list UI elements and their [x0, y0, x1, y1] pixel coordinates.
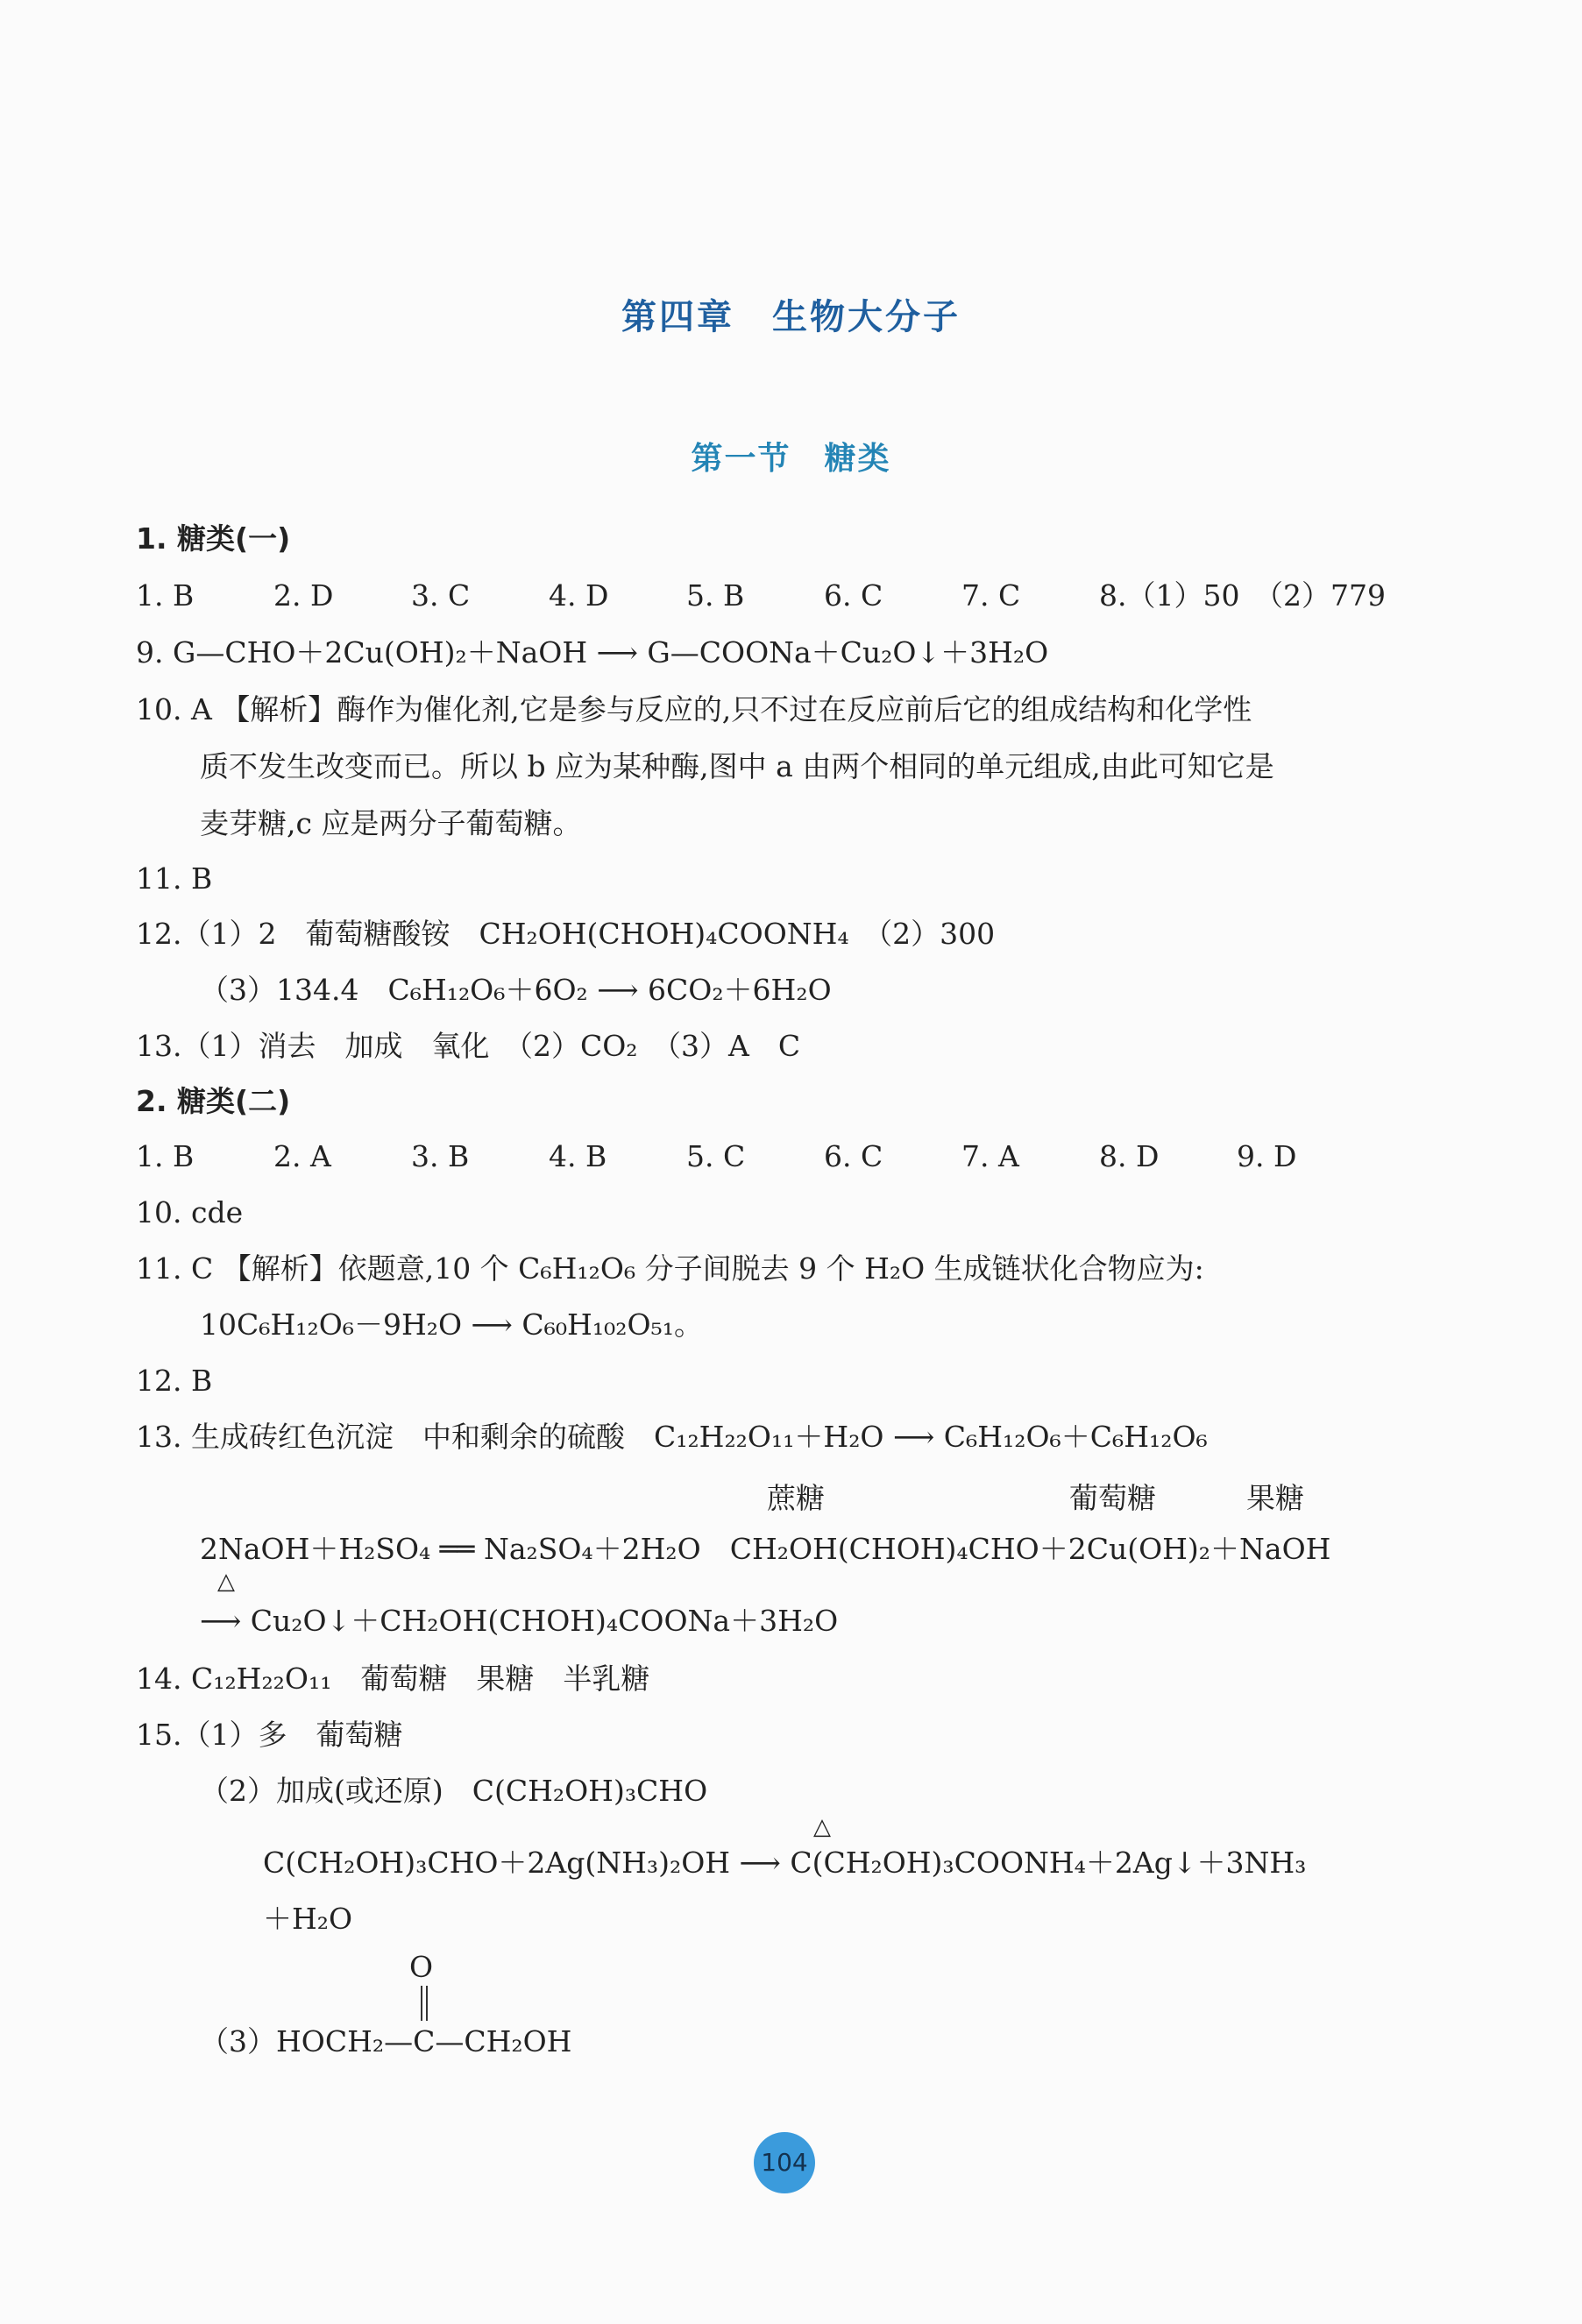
page-number: 104	[754, 2132, 815, 2193]
label-sucrose: 蔗糖	[767, 1481, 825, 1515]
part1-heading: 1. 糖类(一)	[136, 521, 291, 556]
mc-answer: 4. B	[549, 1139, 607, 1173]
mc-answer: 1. B	[136, 1139, 195, 1173]
mc-answer: 2. D	[273, 578, 334, 613]
answer-15-line4: ＋H₂O	[263, 1902, 353, 1936]
answer-10-line1: 10. A 【解析】酶作为催化剂,它是参与反应的,只不过在反应前后它的组成结构和化学性	[136, 692, 1252, 726]
mc-answer: 7. C	[961, 578, 1021, 613]
heat-symbol: △	[813, 1814, 831, 1840]
answer-14: 14. C₁₂H₂₂O₁₁ 葡萄糖 果糖 半乳糖	[136, 1662, 650, 1696]
mc-answer: 4. D	[549, 578, 609, 613]
answer-9: 9. G—CHO＋2Cu(OH)₂＋NaOH ⟶ G—COONa＋Cu₂O↓＋3H₂O	[136, 635, 1049, 670]
answer-15-line1: 15.（1）多 葡萄糖	[136, 1718, 403, 1752]
part2-heading: 2. 糖类(二)	[136, 1084, 291, 1118]
mc-answer: 9. D	[1237, 1139, 1297, 1173]
mc-answer: 8. D	[1099, 1139, 1160, 1173]
mc-answer: 6. C	[824, 578, 883, 613]
answer-10-line3: 麦芽糖,c 应是两分子葡萄糖。	[200, 806, 582, 840]
label-fructose: 果糖	[1246, 1481, 1304, 1515]
answer-13-line3: 2NaOH＋H₂SO₄ ══ Na₂SO₄＋2H₂O CH₂OH(CHOH)₄CHO＋2Cu(OH)₂＋NaOH	[200, 1532, 1331, 1566]
answer-10: 10. cde	[136, 1195, 244, 1229]
double-bond	[421, 1986, 428, 2021]
answer-12: 12. B	[136, 1364, 213, 1398]
answer-13: 13.（1）消去 加成 氧化 （2）CO₂ （3）A C	[136, 1029, 801, 1063]
answer-15-line3: C(CH₂OH)₃CHO＋2Ag(NH₃)₂OH ⟶ C(CH₂OH)₃COONH₄＋2Ag↓＋3NH₃	[263, 1846, 1307, 1880]
answer-15-line5: （3）HOCH₂—C—CH₂OH	[200, 2024, 572, 2058]
chapter-title: 第四章 生物大分子	[621, 297, 961, 337]
answer-13-line1: 13. 生成砖红色沉淀 中和剩余的硫酸 C₁₂H₂₂O₁₁＋H₂O ⟶ C₆H₁₂O₆＋C₆H₁₂O₆	[136, 1420, 1208, 1454]
mc-answer: 8.（1）50 （2）779	[1099, 578, 1386, 613]
carbonyl-oxygen: O	[409, 1950, 434, 1984]
heat-symbol: △	[217, 1569, 235, 1595]
answer-13-line4: ⟶ Cu₂O↓＋CH₂OH(CHOH)₄COONa＋3H₂O	[200, 1604, 839, 1638]
part1-mc-answers	[136, 578, 1451, 613]
mc-answer: 2. A	[273, 1139, 331, 1173]
mc-answer: 6. C	[824, 1139, 883, 1173]
answer-11: 11. B	[136, 861, 213, 896]
mc-answer: 1. B	[136, 578, 195, 613]
answer-15-line2: （2）加成(或还原) C(CH₂OH)₃CHO	[200, 1774, 708, 1808]
answer-12-line2: （3）134.4 C₆H₁₂O₆＋6O₂ ⟶ 6CO₂＋6H₂O	[200, 973, 832, 1007]
part2-mc-answers	[136, 1139, 1451, 1174]
answer-11-line1: 11. C 【解析】依题意,10 个 C₆H₁₂O₆ 分子间脱去 9 个 H₂O 生成链状化合物应为:	[136, 1251, 1204, 1286]
answer-10-line2: 质不发生改变而已。所以 b 应为某种酶,图中 a 由两个相同的单元组成,由此可知它是	[200, 749, 1274, 783]
mc-answer: 3. C	[411, 578, 471, 613]
section-title: 第一节 糖类	[691, 441, 891, 477]
mc-answer: 5. B	[686, 578, 745, 613]
mc-answer: 7. A	[961, 1139, 1019, 1173]
label-glucose: 葡萄糖	[1069, 1481, 1156, 1515]
answer-11-line2: 10C₆H₁₂O₆－9H₂O ⟶ C₆₀H₁₀₂O₅₁。	[200, 1307, 704, 1342]
answer-12-line1: 12.（1）2 葡萄糖酸铵 CH₂OH(CHOH)₄COONH₄ （2）300	[136, 917, 996, 951]
mc-answer: 3. B	[411, 1139, 470, 1173]
mc-answer: 5. C	[686, 1139, 746, 1173]
